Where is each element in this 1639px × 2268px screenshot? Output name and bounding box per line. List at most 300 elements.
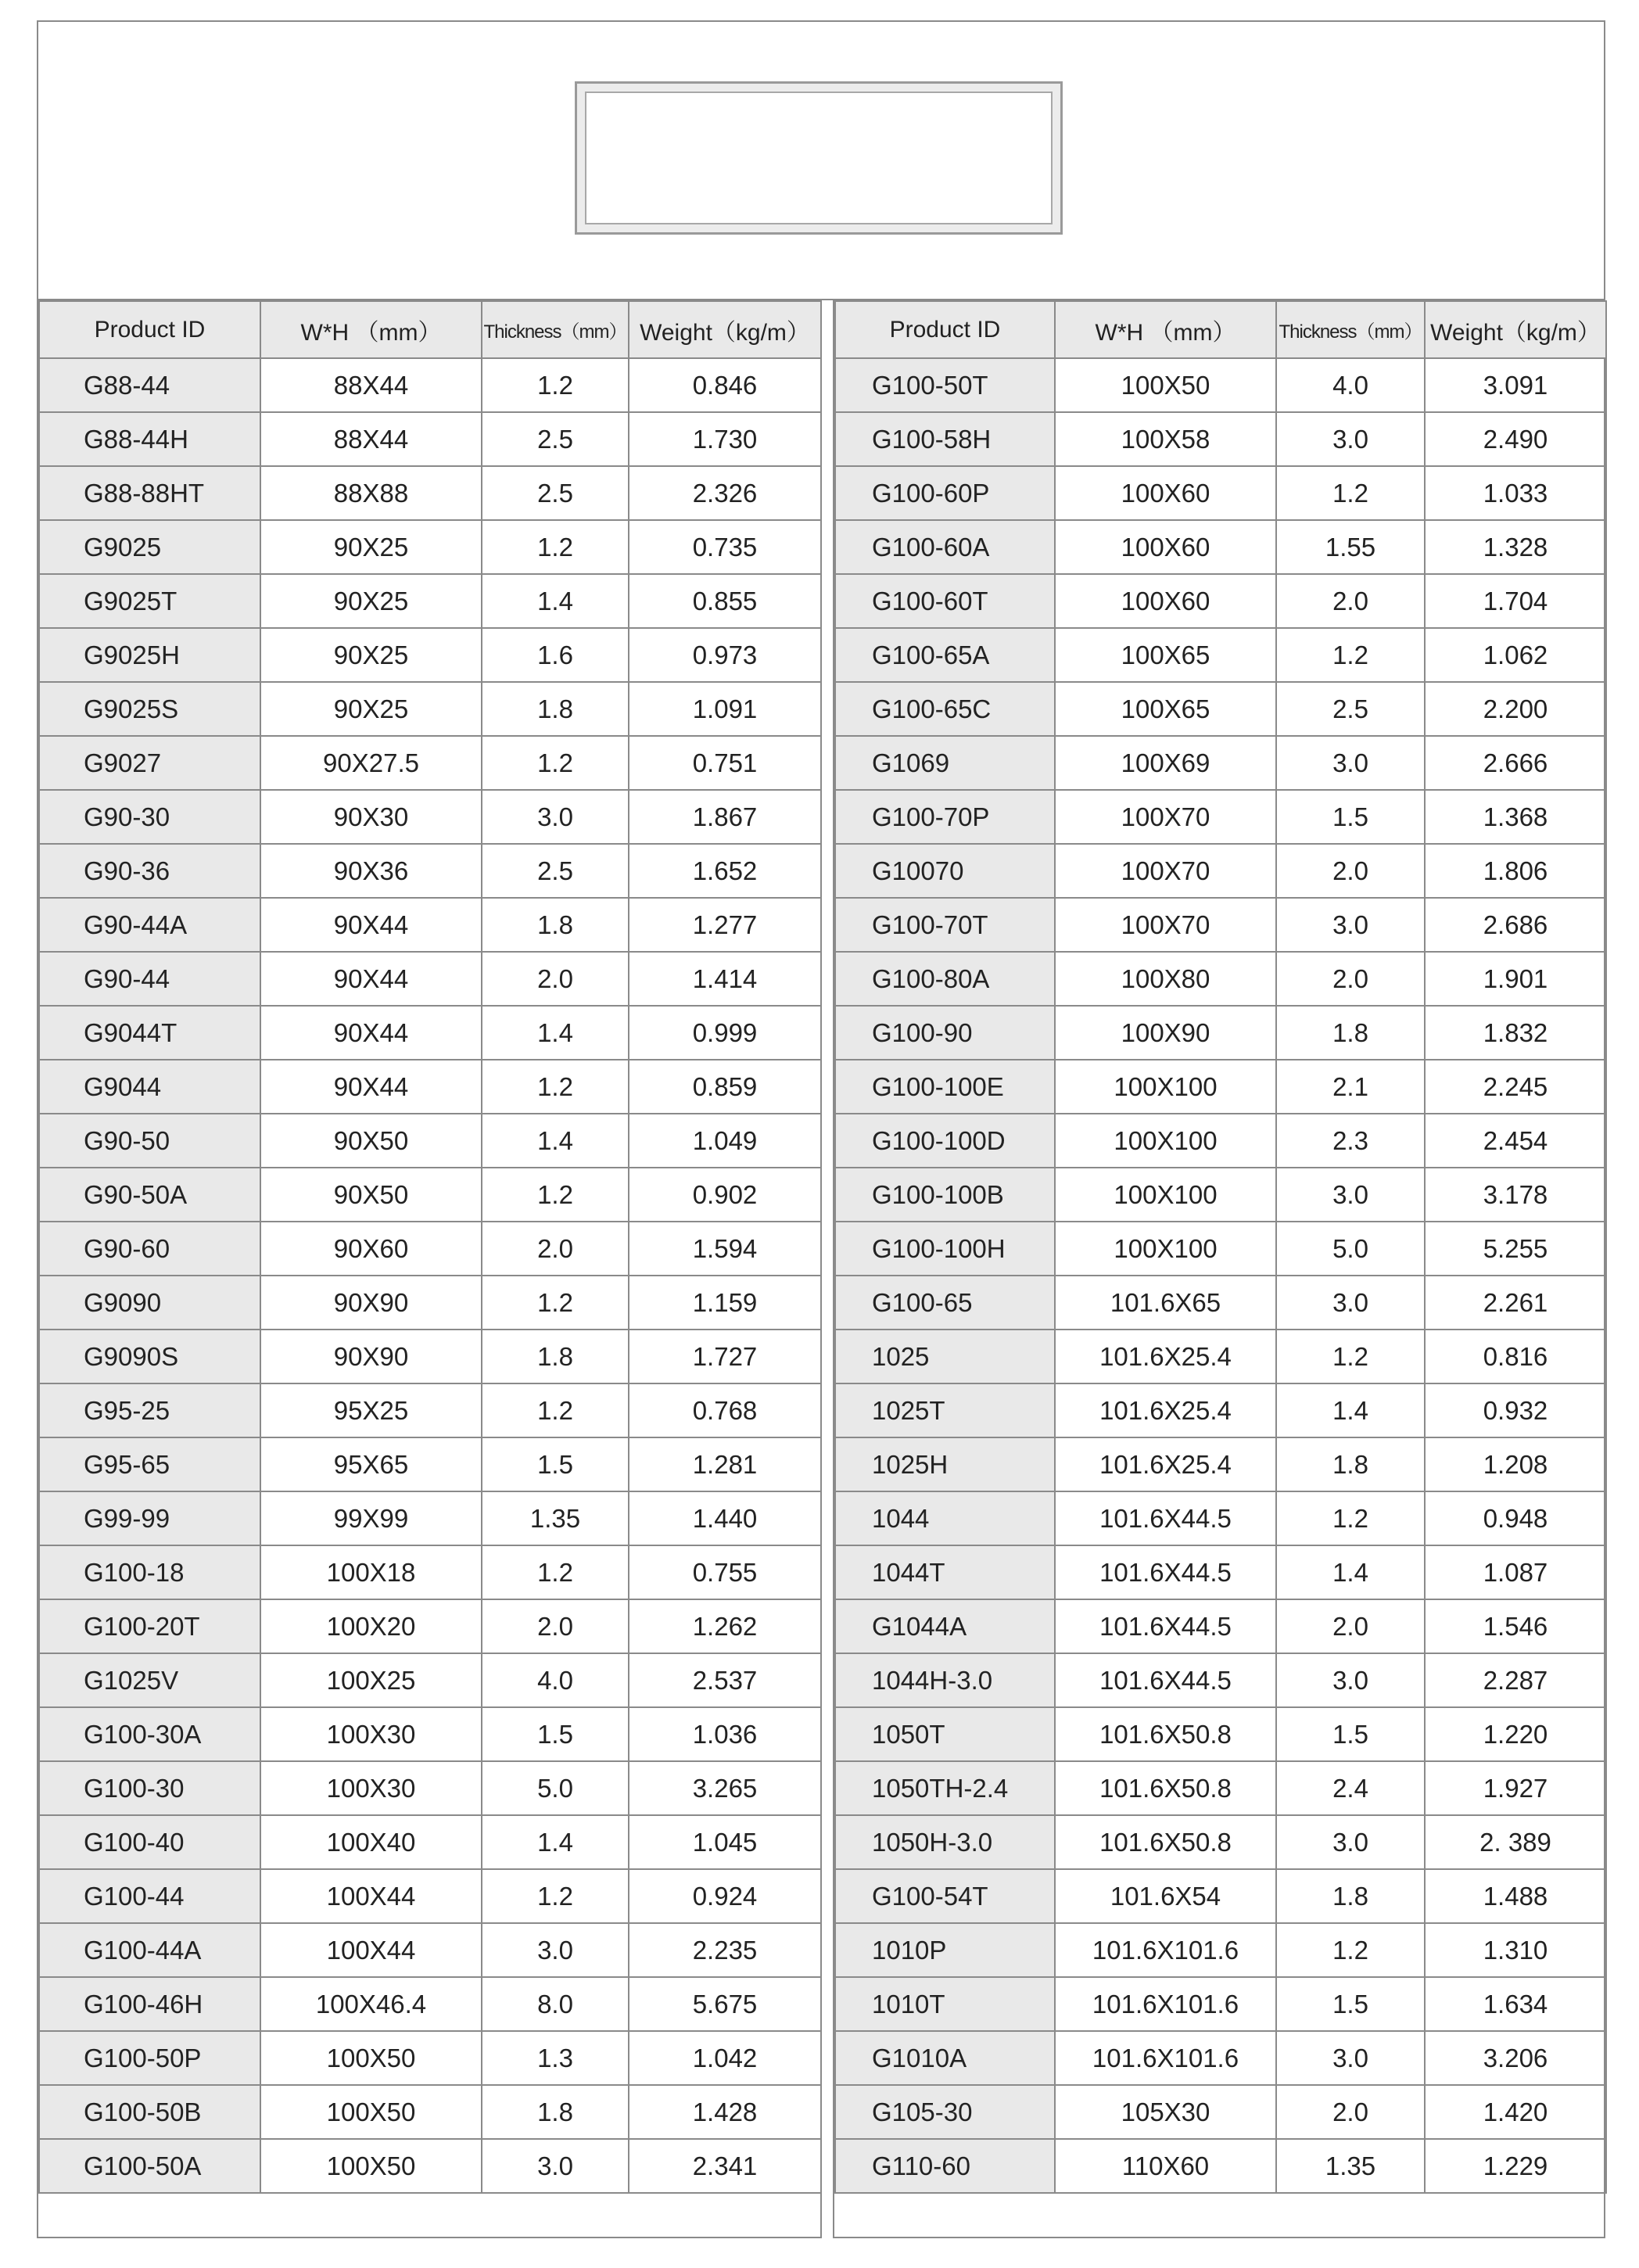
table-row bbox=[835, 1761, 1606, 1815]
table-row bbox=[835, 466, 1606, 520]
cell-weight: 1.159 bbox=[629, 1276, 821, 1330]
table-row bbox=[835, 1599, 1606, 1653]
header-wh: W*H （mm） bbox=[1055, 301, 1276, 358]
table-row bbox=[39, 844, 821, 898]
cell-thickness: 8.0 bbox=[482, 1977, 629, 2031]
cell-weight: 1.730 bbox=[629, 412, 821, 466]
cell-wh: 100X69 bbox=[1055, 736, 1276, 790]
table-row bbox=[835, 1977, 1606, 2031]
cell-wh: 100X46.4 bbox=[260, 1977, 482, 2031]
cell-wh: 90X90 bbox=[260, 1276, 482, 1330]
cell-wh: 101.6X25.4 bbox=[1055, 1437, 1276, 1491]
cell-wh: 100X25 bbox=[260, 1653, 482, 1707]
table-row bbox=[835, 520, 1606, 574]
table-row bbox=[39, 1707, 821, 1761]
table-row bbox=[39, 1815, 821, 1869]
cell-thickness: 3.0 bbox=[482, 1923, 629, 1977]
table-row bbox=[835, 2139, 1606, 2193]
cell-wh: 90X50 bbox=[260, 1114, 482, 1168]
header-product-id: Product ID bbox=[39, 301, 260, 358]
table-row bbox=[835, 1815, 1606, 1869]
table-row bbox=[835, 1437, 1606, 1491]
cell-wh: 100X70 bbox=[1055, 844, 1276, 898]
cell-weight: 1.488 bbox=[1425, 1869, 1606, 1923]
cell-product-id: G100-50A bbox=[39, 2139, 260, 2193]
cell-wh: 90X44 bbox=[260, 1060, 482, 1114]
cell-thickness: 3.0 bbox=[1276, 898, 1425, 952]
cell-weight: 1.704 bbox=[1425, 574, 1606, 628]
table-row bbox=[835, 844, 1606, 898]
cell-product-id: G90-36 bbox=[39, 844, 260, 898]
cell-wh: 90X25 bbox=[260, 520, 482, 574]
cell-weight: 1.049 bbox=[629, 1114, 821, 1168]
cell-wh: 90X27.5 bbox=[260, 736, 482, 790]
cell-product-id: G100-58H bbox=[835, 412, 1055, 466]
cell-product-id: G9044 bbox=[39, 1060, 260, 1114]
profile-inner-outline bbox=[585, 92, 1053, 224]
cell-thickness: 1.4 bbox=[482, 1114, 629, 1168]
cell-product-id: G100-60P bbox=[835, 466, 1055, 520]
header-wh: W*H （mm） bbox=[260, 301, 482, 358]
cell-product-id: G100-30 bbox=[39, 1761, 260, 1815]
cell-wh: 100X30 bbox=[260, 1761, 482, 1815]
cell-product-id: G9025S bbox=[39, 682, 260, 736]
cell-weight: 0.932 bbox=[1425, 1383, 1606, 1437]
table-row bbox=[39, 1545, 821, 1599]
cell-thickness: 2.4 bbox=[1276, 1761, 1425, 1815]
cell-product-id: G1044A bbox=[835, 1599, 1055, 1653]
cell-thickness: 1.8 bbox=[482, 898, 629, 952]
table-row bbox=[39, 1276, 821, 1330]
table-row bbox=[835, 952, 1606, 1006]
cell-product-id: G100-50T bbox=[835, 358, 1055, 412]
table-row bbox=[39, 790, 821, 844]
cell-wh: 90X25 bbox=[260, 574, 482, 628]
cell-product-id: G9025H bbox=[39, 628, 260, 682]
cell-product-id: G9025T bbox=[39, 574, 260, 628]
cell-wh: 100X40 bbox=[260, 1815, 482, 1869]
cell-wh: 100X100 bbox=[1055, 1060, 1276, 1114]
cell-wh: 101.6X44.5 bbox=[1055, 1599, 1276, 1653]
cell-wh: 101.6X101.6 bbox=[1055, 1923, 1276, 1977]
cell-weight: 3.206 bbox=[1425, 2031, 1606, 2085]
cell-weight: 2. 389 bbox=[1425, 1815, 1606, 1869]
cell-thickness: 1.5 bbox=[1276, 1707, 1425, 1761]
cell-weight: 2.235 bbox=[629, 1923, 821, 1977]
cell-weight: 1.927 bbox=[1425, 1761, 1606, 1815]
cell-weight: 5.255 bbox=[1425, 1222, 1606, 1276]
cell-wh: 90X25 bbox=[260, 628, 482, 682]
cell-product-id: G100-65 bbox=[835, 1276, 1055, 1330]
cell-wh: 90X25 bbox=[260, 682, 482, 736]
cell-product-id: G100-50P bbox=[39, 2031, 260, 2085]
cell-weight: 1.262 bbox=[629, 1599, 821, 1653]
cell-thickness: 1.2 bbox=[1276, 628, 1425, 682]
cell-weight: 2.490 bbox=[1425, 412, 1606, 466]
cell-thickness: 1.4 bbox=[482, 1815, 629, 1869]
cell-thickness: 1.2 bbox=[1276, 466, 1425, 520]
table-row bbox=[39, 1330, 821, 1383]
cell-product-id: G100-54T bbox=[835, 1869, 1055, 1923]
cell-weight: 2.200 bbox=[1425, 682, 1606, 736]
cell-wh: 90X50 bbox=[260, 1168, 482, 1222]
cell-wh: 90X44 bbox=[260, 898, 482, 952]
cell-wh: 88X44 bbox=[260, 412, 482, 466]
cell-thickness: 5.0 bbox=[482, 1761, 629, 1815]
cell-thickness: 1.4 bbox=[1276, 1383, 1425, 1437]
cell-thickness: 2.0 bbox=[1276, 1599, 1425, 1653]
cell-product-id: 1050TH-2.4 bbox=[835, 1761, 1055, 1815]
cell-thickness: 2.0 bbox=[1276, 952, 1425, 1006]
cell-product-id: G100-60T bbox=[835, 574, 1055, 628]
cell-wh: 100X65 bbox=[1055, 682, 1276, 736]
cell-wh: 100X60 bbox=[1055, 520, 1276, 574]
table-header-row bbox=[39, 301, 821, 358]
table-row bbox=[835, 1653, 1606, 1707]
cell-weight: 2.326 bbox=[629, 466, 821, 520]
cell-thickness: 2.0 bbox=[1276, 574, 1425, 628]
table-row bbox=[835, 1491, 1606, 1545]
cell-weight: 0.902 bbox=[629, 1168, 821, 1222]
cell-wh: 100X65 bbox=[1055, 628, 1276, 682]
table-row bbox=[835, 574, 1606, 628]
cell-product-id: G9027 bbox=[39, 736, 260, 790]
cell-thickness: 1.4 bbox=[482, 574, 629, 628]
cell-weight: 1.328 bbox=[1425, 520, 1606, 574]
table-row bbox=[835, 1168, 1606, 1222]
table-row bbox=[39, 1006, 821, 1060]
cell-wh: 95X25 bbox=[260, 1383, 482, 1437]
cell-product-id: G88-88HT bbox=[39, 466, 260, 520]
cell-weight: 0.973 bbox=[629, 628, 821, 682]
table-row bbox=[835, 1060, 1606, 1114]
table-row bbox=[39, 1168, 821, 1222]
cell-product-id: G100-65A bbox=[835, 628, 1055, 682]
table-row bbox=[39, 1923, 821, 1977]
cell-wh: 100X44 bbox=[260, 1923, 482, 1977]
cell-product-id: G1010A bbox=[835, 2031, 1055, 2085]
cell-wh: 100X60 bbox=[1055, 466, 1276, 520]
table-row bbox=[835, 682, 1606, 736]
cell-thickness: 3.0 bbox=[1276, 1653, 1425, 1707]
cell-weight: 0.999 bbox=[629, 1006, 821, 1060]
cell-thickness: 1.2 bbox=[482, 1276, 629, 1330]
cell-thickness: 1.2 bbox=[482, 1383, 629, 1437]
cell-wh: 90X60 bbox=[260, 1222, 482, 1276]
spec-sheet bbox=[37, 20, 1605, 2238]
cell-thickness: 4.0 bbox=[1276, 358, 1425, 412]
table-row bbox=[39, 1599, 821, 1653]
cell-weight: 1.062 bbox=[1425, 628, 1606, 682]
table-row bbox=[39, 1114, 821, 1168]
table-row bbox=[835, 628, 1606, 682]
cell-wh: 100X50 bbox=[260, 2085, 482, 2139]
cell-thickness: 1.35 bbox=[482, 1491, 629, 1545]
cell-product-id: G1069 bbox=[835, 736, 1055, 790]
cell-thickness: 1.35 bbox=[1276, 2139, 1425, 2193]
cell-weight: 0.751 bbox=[629, 736, 821, 790]
table-row bbox=[39, 1869, 821, 1923]
cell-wh: 100X18 bbox=[260, 1545, 482, 1599]
cell-weight: 0.755 bbox=[629, 1545, 821, 1599]
cell-wh: 90X36 bbox=[260, 844, 482, 898]
cell-thickness: 4.0 bbox=[482, 1653, 629, 1707]
cell-product-id: G100-18 bbox=[39, 1545, 260, 1599]
cell-product-id: G90-44 bbox=[39, 952, 260, 1006]
cell-product-id: G100-80A bbox=[835, 952, 1055, 1006]
header-product-id: Product ID bbox=[835, 301, 1055, 358]
table-row bbox=[39, 952, 821, 1006]
table-row bbox=[39, 1383, 821, 1437]
cell-weight: 1.310 bbox=[1425, 1923, 1606, 1977]
spec-table-left bbox=[38, 300, 822, 2194]
cell-product-id: G99-99 bbox=[39, 1491, 260, 1545]
cell-weight: 1.042 bbox=[629, 2031, 821, 2085]
header-thickness: Thickness（mm） bbox=[1276, 301, 1425, 358]
cell-wh: 88X88 bbox=[260, 466, 482, 520]
cell-product-id: 1010P bbox=[835, 1923, 1055, 1977]
cell-product-id: 1044T bbox=[835, 1545, 1055, 1599]
table-separator bbox=[820, 300, 834, 2238]
cell-weight: 1.806 bbox=[1425, 844, 1606, 898]
cell-thickness: 1.5 bbox=[482, 1707, 629, 1761]
cell-weight: 0.735 bbox=[629, 520, 821, 574]
cell-thickness: 2.5 bbox=[1276, 682, 1425, 736]
cell-wh: 100X58 bbox=[1055, 412, 1276, 466]
cell-weight: 3.091 bbox=[1425, 358, 1606, 412]
table-row bbox=[835, 1276, 1606, 1330]
table-row bbox=[39, 898, 821, 952]
table-row bbox=[835, 358, 1606, 412]
cell-thickness: 3.0 bbox=[1276, 2031, 1425, 2085]
cell-thickness: 3.0 bbox=[482, 790, 629, 844]
cell-thickness: 3.0 bbox=[482, 2139, 629, 2193]
cell-weight: 1.033 bbox=[1425, 466, 1606, 520]
cell-product-id: G90-50 bbox=[39, 1114, 260, 1168]
cell-weight: 1.428 bbox=[629, 2085, 821, 2139]
table-row bbox=[39, 574, 821, 628]
cell-wh: 110X60 bbox=[1055, 2139, 1276, 2193]
cell-weight: 0.846 bbox=[629, 358, 821, 412]
cell-product-id: G9090 bbox=[39, 1276, 260, 1330]
cell-product-id: G90-30 bbox=[39, 790, 260, 844]
cell-weight: 2.537 bbox=[629, 1653, 821, 1707]
cell-wh: 100X50 bbox=[260, 2031, 482, 2085]
cell-thickness: 1.8 bbox=[482, 2085, 629, 2139]
table-row bbox=[39, 1222, 821, 1276]
cell-product-id: G100-70P bbox=[835, 790, 1055, 844]
cell-wh: 90X44 bbox=[260, 952, 482, 1006]
cell-weight: 2.341 bbox=[629, 2139, 821, 2193]
cell-product-id: G100-40 bbox=[39, 1815, 260, 1869]
cell-product-id: G100-30A bbox=[39, 1707, 260, 1761]
cell-wh: 100X80 bbox=[1055, 952, 1276, 1006]
table-row bbox=[835, 2031, 1606, 2085]
cell-wh: 101.6X44.5 bbox=[1055, 1491, 1276, 1545]
cell-product-id: G95-65 bbox=[39, 1437, 260, 1491]
table-row bbox=[835, 1222, 1606, 1276]
cell-weight: 1.208 bbox=[1425, 1437, 1606, 1491]
cell-product-id: G110-60 bbox=[835, 2139, 1055, 2193]
cell-thickness: 1.4 bbox=[1276, 1545, 1425, 1599]
table-row bbox=[39, 520, 821, 574]
table-row bbox=[39, 736, 821, 790]
cell-thickness: 1.3 bbox=[482, 2031, 629, 2085]
cell-product-id: G100-44A bbox=[39, 1923, 260, 1977]
cell-wh: 100X100 bbox=[1055, 1168, 1276, 1222]
cell-weight: 0.768 bbox=[629, 1383, 821, 1437]
cell-wh: 101.6X50.8 bbox=[1055, 1815, 1276, 1869]
cell-product-id: G100-100B bbox=[835, 1168, 1055, 1222]
cell-thickness: 2.0 bbox=[1276, 844, 1425, 898]
cell-thickness: 1.5 bbox=[1276, 1977, 1425, 2031]
cell-product-id: G100-70T bbox=[835, 898, 1055, 952]
cell-thickness: 1.2 bbox=[1276, 1330, 1425, 1383]
cell-thickness: 5.0 bbox=[1276, 1222, 1425, 1276]
table-row bbox=[39, 1491, 821, 1545]
cell-thickness: 2.0 bbox=[482, 952, 629, 1006]
cell-product-id: G100-100D bbox=[835, 1114, 1055, 1168]
cell-product-id: G10070 bbox=[835, 844, 1055, 898]
cell-wh: 100X20 bbox=[260, 1599, 482, 1653]
cell-wh: 100X100 bbox=[1055, 1114, 1276, 1168]
cell-wh: 101.6X54 bbox=[1055, 1869, 1276, 1923]
cell-product-id: G100-50B bbox=[39, 2085, 260, 2139]
cell-thickness: 1.55 bbox=[1276, 520, 1425, 574]
table-row bbox=[39, 1653, 821, 1707]
cell-product-id: G88-44 bbox=[39, 358, 260, 412]
cell-weight: 2.287 bbox=[1425, 1653, 1606, 1707]
cell-wh: 100X70 bbox=[1055, 898, 1276, 952]
table-row bbox=[835, 1330, 1606, 1383]
cell-thickness: 1.2 bbox=[482, 1168, 629, 1222]
cell-wh: 90X30 bbox=[260, 790, 482, 844]
cell-thickness: 2.3 bbox=[1276, 1114, 1425, 1168]
cell-product-id: G100-44 bbox=[39, 1869, 260, 1923]
cell-weight: 1.832 bbox=[1425, 1006, 1606, 1060]
cell-thickness: 2.5 bbox=[482, 412, 629, 466]
cell-weight: 1.277 bbox=[629, 898, 821, 952]
cell-wh: 100X60 bbox=[1055, 574, 1276, 628]
table-row bbox=[39, 1437, 821, 1491]
table-header-row bbox=[835, 301, 1606, 358]
table-row bbox=[39, 628, 821, 682]
cell-thickness: 1.6 bbox=[482, 628, 629, 682]
cell-weight: 1.045 bbox=[629, 1815, 821, 1869]
cell-thickness: 1.8 bbox=[1276, 1869, 1425, 1923]
cell-thickness: 1.2 bbox=[482, 1545, 629, 1599]
cell-thickness: 1.5 bbox=[1276, 790, 1425, 844]
cell-wh: 100X90 bbox=[1055, 1006, 1276, 1060]
cell-thickness: 1.2 bbox=[482, 1869, 629, 1923]
cell-weight: 0.859 bbox=[629, 1060, 821, 1114]
cell-wh: 101.6X25.4 bbox=[1055, 1330, 1276, 1383]
cell-wh: 100X30 bbox=[260, 1707, 482, 1761]
header-area bbox=[38, 22, 1604, 300]
cell-thickness: 1.2 bbox=[482, 358, 629, 412]
cell-weight: 2.245 bbox=[1425, 1060, 1606, 1114]
cell-weight: 1.281 bbox=[629, 1437, 821, 1491]
cell-wh: 101.6X101.6 bbox=[1055, 1977, 1276, 2031]
cell-weight: 1.634 bbox=[1425, 1977, 1606, 2031]
cell-wh: 100X44 bbox=[260, 1869, 482, 1923]
cell-product-id: G88-44H bbox=[39, 412, 260, 466]
cell-wh: 101.6X25.4 bbox=[1055, 1383, 1276, 1437]
cell-thickness: 1.5 bbox=[482, 1437, 629, 1491]
cell-wh: 99X99 bbox=[260, 1491, 482, 1545]
cell-thickness: 1.2 bbox=[482, 736, 629, 790]
table-row bbox=[39, 412, 821, 466]
cell-wh: 90X44 bbox=[260, 1006, 482, 1060]
table-row bbox=[39, 1977, 821, 2031]
cell-thickness: 1.2 bbox=[482, 520, 629, 574]
cell-weight: 3.265 bbox=[629, 1761, 821, 1815]
cell-product-id: 1010T bbox=[835, 1977, 1055, 2031]
cell-weight: 0.816 bbox=[1425, 1330, 1606, 1383]
cell-wh: 90X90 bbox=[260, 1330, 482, 1383]
table-row bbox=[39, 682, 821, 736]
cell-thickness: 3.0 bbox=[1276, 736, 1425, 790]
cell-product-id: G100-90 bbox=[835, 1006, 1055, 1060]
cell-thickness: 1.2 bbox=[482, 1060, 629, 1114]
cell-weight: 1.368 bbox=[1425, 790, 1606, 844]
cell-weight: 1.727 bbox=[629, 1330, 821, 1383]
table-row bbox=[835, 1545, 1606, 1599]
cell-weight: 1.414 bbox=[629, 952, 821, 1006]
cell-weight: 1.652 bbox=[629, 844, 821, 898]
cell-wh: 101.6X44.5 bbox=[1055, 1653, 1276, 1707]
cell-weight: 1.036 bbox=[629, 1707, 821, 1761]
table-row bbox=[835, 1114, 1606, 1168]
cell-product-id: G105-30 bbox=[835, 2085, 1055, 2139]
cell-product-id: 1050H-3.0 bbox=[835, 1815, 1055, 1869]
cell-weight: 0.924 bbox=[629, 1869, 821, 1923]
cell-product-id: G90-50A bbox=[39, 1168, 260, 1222]
header-thickness: Thickness（mm） bbox=[482, 301, 629, 358]
cell-thickness: 2.5 bbox=[482, 466, 629, 520]
cell-thickness: 1.2 bbox=[1276, 1923, 1425, 1977]
cell-product-id: 1050T bbox=[835, 1707, 1055, 1761]
table-row bbox=[39, 466, 821, 520]
cell-thickness: 2.0 bbox=[482, 1599, 629, 1653]
cell-thickness: 2.0 bbox=[1276, 2085, 1425, 2139]
table-row bbox=[835, 1707, 1606, 1761]
cell-weight: 1.420 bbox=[1425, 2085, 1606, 2139]
header-weight: Weight（kg/m） bbox=[1425, 301, 1606, 358]
cell-thickness: 2.1 bbox=[1276, 1060, 1425, 1114]
cell-wh: 100X100 bbox=[1055, 1222, 1276, 1276]
cell-wh: 105X30 bbox=[1055, 2085, 1276, 2139]
header-weight: Weight（kg/m） bbox=[629, 301, 821, 358]
table-row bbox=[835, 1006, 1606, 1060]
cell-product-id: G9044T bbox=[39, 1006, 260, 1060]
cell-wh: 88X44 bbox=[260, 358, 482, 412]
cell-thickness: 1.4 bbox=[482, 1006, 629, 1060]
cell-wh: 100X50 bbox=[1055, 358, 1276, 412]
table-row bbox=[39, 2031, 821, 2085]
cell-product-id: G100-60A bbox=[835, 520, 1055, 574]
cell-weight: 1.087 bbox=[1425, 1545, 1606, 1599]
cell-product-id: G95-25 bbox=[39, 1383, 260, 1437]
table-row bbox=[835, 898, 1606, 952]
cell-wh: 101.6X50.8 bbox=[1055, 1707, 1276, 1761]
cell-product-id: G9090S bbox=[39, 1330, 260, 1383]
cell-thickness: 3.0 bbox=[1276, 1276, 1425, 1330]
table-row bbox=[39, 2139, 821, 2193]
cell-weight: 1.867 bbox=[629, 790, 821, 844]
cell-product-id: G90-44A bbox=[39, 898, 260, 952]
table-row bbox=[835, 412, 1606, 466]
